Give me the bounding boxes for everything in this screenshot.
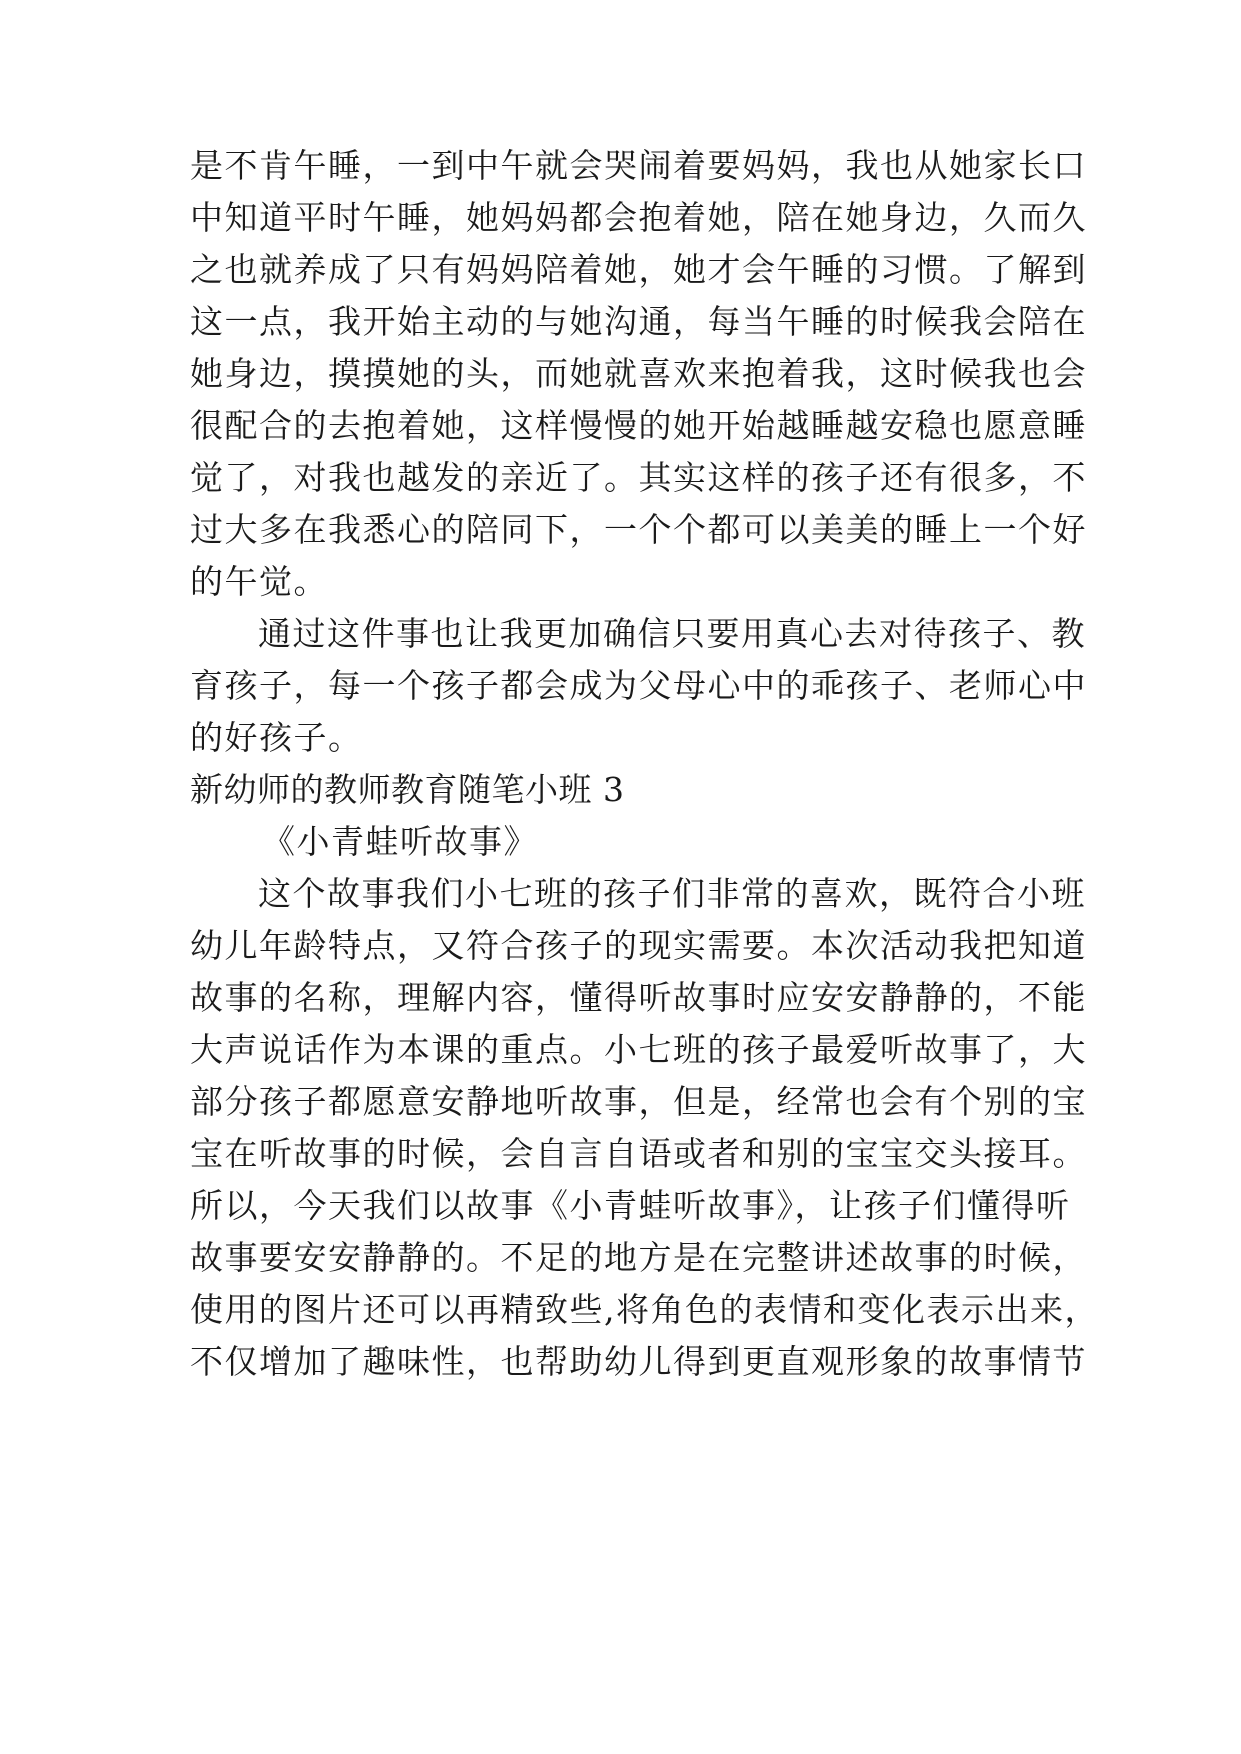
paragraph-1-line-1: 是不肯午睡，一到中午就会哭闹着要妈妈，我也从她家长口 xyxy=(190,146,1087,185)
paragraph-2-line-2: 育孩子，每一个孩子都会成为父母心中的乖孩子、老师心中 xyxy=(190,666,1087,705)
paragraph-3-line-4: 大声说话作为本课的重点。小七班的孩子最爱听故事了，大 xyxy=(190,1030,1087,1069)
paragraph-3-line-10: 不仅增加了趣味性，也帮助幼儿得到更直观形象的故事情节 xyxy=(190,1342,1087,1381)
paragraph-3-line-1: 这个故事我们小七班的孩子们非常的喜欢，既符合小班 xyxy=(258,874,1086,913)
paragraph-3-line-2: 幼儿年龄特点，又符合孩子的现实需要。本次活动我把知道 xyxy=(190,926,1087,965)
story-title: 《小青蛙听故事》 xyxy=(262,822,538,861)
paragraph-1-line-6: 很配合的去抱着她，这样慢慢的她开始越睡越安稳也愿意睡 xyxy=(190,406,1087,445)
paragraph-2-line-1: 通过这件事也让我更加确信只要用真心去对待孩子、教 xyxy=(258,614,1086,653)
paragraph-3-line-7: 所以，今天我们以故事《小青蛙听故事》，让孩子们懂得听 xyxy=(190,1186,1071,1225)
paragraph-1-line-9: 的午觉。 xyxy=(190,562,328,601)
paragraph-2-line-3: 的好孩子。 xyxy=(190,718,363,757)
paragraph-1-line-5: 她身边，摸摸她的头，而她就喜欢来抱着我，这时候我也会 xyxy=(190,354,1087,393)
paragraph-1-line-8: 过大多在我悉心的陪同下，一个个都可以美美的睡上一个好 xyxy=(190,510,1087,549)
section-title: 新幼师的教师教育随笔小班 3 xyxy=(190,770,625,809)
paragraph-3-line-8: 故事要安安静静的。不足的地方是在完整讲述故事的时候， xyxy=(190,1238,1087,1277)
paragraph-1-line-4: 这一点，我开始主动的与她沟通，每当午睡的时候我会陪在 xyxy=(190,302,1087,341)
paragraph-3-line-9: 使用的图片还可以再精致些,将角色的表情和变化表示出来， xyxy=(190,1290,1099,1329)
paragraph-1-line-2: 中知道平时午睡，她妈妈都会抱着她，陪在她身边，久而久 xyxy=(190,198,1087,237)
paragraph-3-line-5: 部分孩子都愿意安静地听故事，但是，经常也会有个别的宝 xyxy=(190,1082,1087,1121)
paragraph-3-line-3: 故事的名称，理解内容，懂得听故事时应安安静静的，不能 xyxy=(190,978,1087,1017)
paragraph-1-line-3: 之也就养成了只有妈妈陪着她，她才会午睡的习惯。了解到 xyxy=(190,250,1087,289)
paragraph-1-line-7: 觉了，对我也越发的亲近了。其实这样的孩子还有很多，不 xyxy=(190,458,1087,497)
paragraph-3-line-6: 宝在听故事的时候，会自言自语或者和别的宝宝交头接耳。 xyxy=(190,1134,1087,1173)
